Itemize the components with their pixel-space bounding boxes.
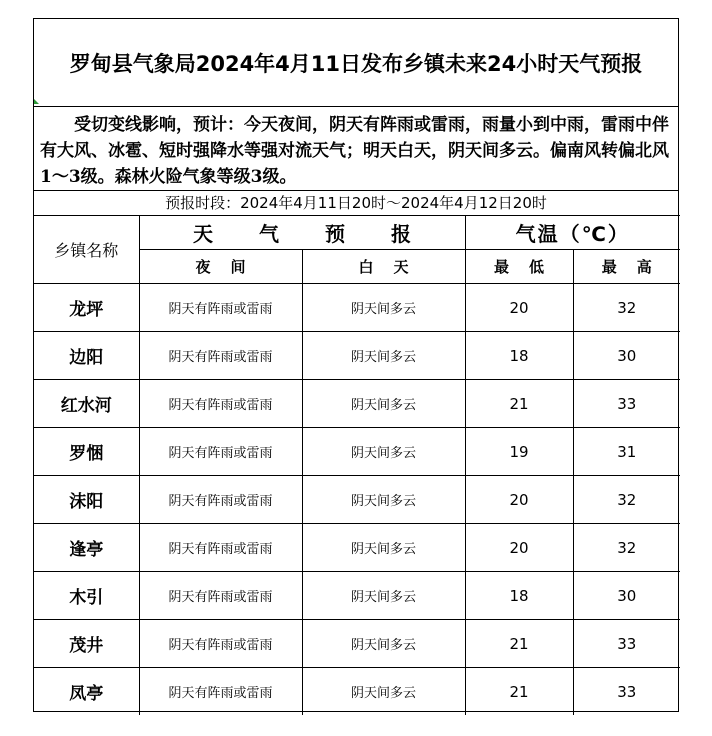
night-weather: 阴天有阵雨或雷雨 xyxy=(139,524,302,572)
divider xyxy=(34,106,678,107)
header-day: 白天 xyxy=(302,250,465,284)
night-weather: 阴天有阵雨或雷雨 xyxy=(139,476,302,524)
town-name: 逢亭 xyxy=(34,524,139,572)
table-row xyxy=(34,572,680,620)
day-weather: 阴天间多云 xyxy=(302,620,465,668)
cell-corner-marker xyxy=(34,99,39,104)
night-weather: 阴天有阵雨或雷雨 xyxy=(139,380,302,428)
header-night: 夜间 xyxy=(139,250,302,284)
header-row xyxy=(34,216,680,250)
table-row xyxy=(34,284,680,332)
night-weather: 阴天有阵雨或雷雨 xyxy=(139,572,302,620)
max-temp: 32 xyxy=(573,284,680,332)
day-weather: 阴天间多云 xyxy=(302,524,465,572)
min-temp: 18 xyxy=(465,572,573,620)
night-weather: 阴天有阵雨或雷雨 xyxy=(139,620,302,668)
table-row xyxy=(34,668,680,716)
night-weather: 阴天有阵雨或雷雨 xyxy=(139,428,302,476)
min-temp: 20 xyxy=(465,476,573,524)
max-temp: 33 xyxy=(573,620,680,668)
table-row xyxy=(34,524,680,572)
town-name: 茂井 xyxy=(34,620,139,668)
max-temp: 30 xyxy=(573,332,680,380)
min-temp: 19 xyxy=(465,428,573,476)
header-temperature: 气温（℃） xyxy=(465,216,680,250)
header-forecast: 天气预报 xyxy=(139,216,465,250)
day-weather: 阴天间多云 xyxy=(302,428,465,476)
town-name: 罗悃 xyxy=(34,428,139,476)
min-temp: 21 xyxy=(465,380,573,428)
min-temp: 18 xyxy=(465,332,573,380)
day-weather: 阴天间多云 xyxy=(302,572,465,620)
town-name: 边阳 xyxy=(34,332,139,380)
header-max: 最高 xyxy=(573,250,680,284)
max-temp: 32 xyxy=(573,524,680,572)
day-weather: 阴天间多云 xyxy=(302,476,465,524)
town-name: 凤亭 xyxy=(34,668,139,716)
min-temp: 21 xyxy=(465,620,573,668)
town-name: 红水河 xyxy=(34,380,139,428)
day-weather: 阴天间多云 xyxy=(302,668,465,716)
night-weather: 阴天有阵雨或雷雨 xyxy=(139,284,302,332)
page-title: 罗甸县气象局2024年4月11日发布乡镇未来24小时天气预报 xyxy=(69,51,643,76)
day-weather: 阴天间多云 xyxy=(302,380,465,428)
min-temp: 20 xyxy=(465,524,573,572)
min-temp: 20 xyxy=(465,284,573,332)
forecast-table xyxy=(34,215,680,715)
max-temp: 31 xyxy=(573,428,680,476)
town-name: 木引 xyxy=(34,572,139,620)
table-row xyxy=(34,332,680,380)
day-weather: 阴天间多云 xyxy=(302,284,465,332)
table-row xyxy=(34,380,680,428)
table-row xyxy=(34,620,680,668)
max-temp: 33 xyxy=(573,668,680,716)
min-temp: 21 xyxy=(465,668,573,716)
header-town: 乡镇名称 xyxy=(34,216,139,284)
forecast-period: 预报时段：2024年4月11日20时～2024年4月12日20时 xyxy=(165,194,547,212)
forecast-sheet xyxy=(33,18,679,712)
forecast-summary: 受切变线影响，预计：今天夜间，阴天有阵雨或雷雨，雨量小到中雨，雷雨中伴有大风、冰雹、短时强降水等强对流天气；明天白天，阴天间多云。偏南风转偏北风1～3级。森林火险气象等级3级。 xyxy=(40,115,669,187)
max-temp: 30 xyxy=(573,572,680,620)
table-row xyxy=(34,476,680,524)
town-name: 沫阳 xyxy=(34,476,139,524)
town-name: 龙坪 xyxy=(34,284,139,332)
night-weather: 阴天有阵雨或雷雨 xyxy=(139,332,302,380)
table-row xyxy=(34,428,680,476)
day-weather: 阴天间多云 xyxy=(302,332,465,380)
max-temp: 33 xyxy=(573,380,680,428)
night-weather: 阴天有阵雨或雷雨 xyxy=(139,668,302,716)
header-min: 最低 xyxy=(465,250,573,284)
max-temp: 32 xyxy=(573,476,680,524)
